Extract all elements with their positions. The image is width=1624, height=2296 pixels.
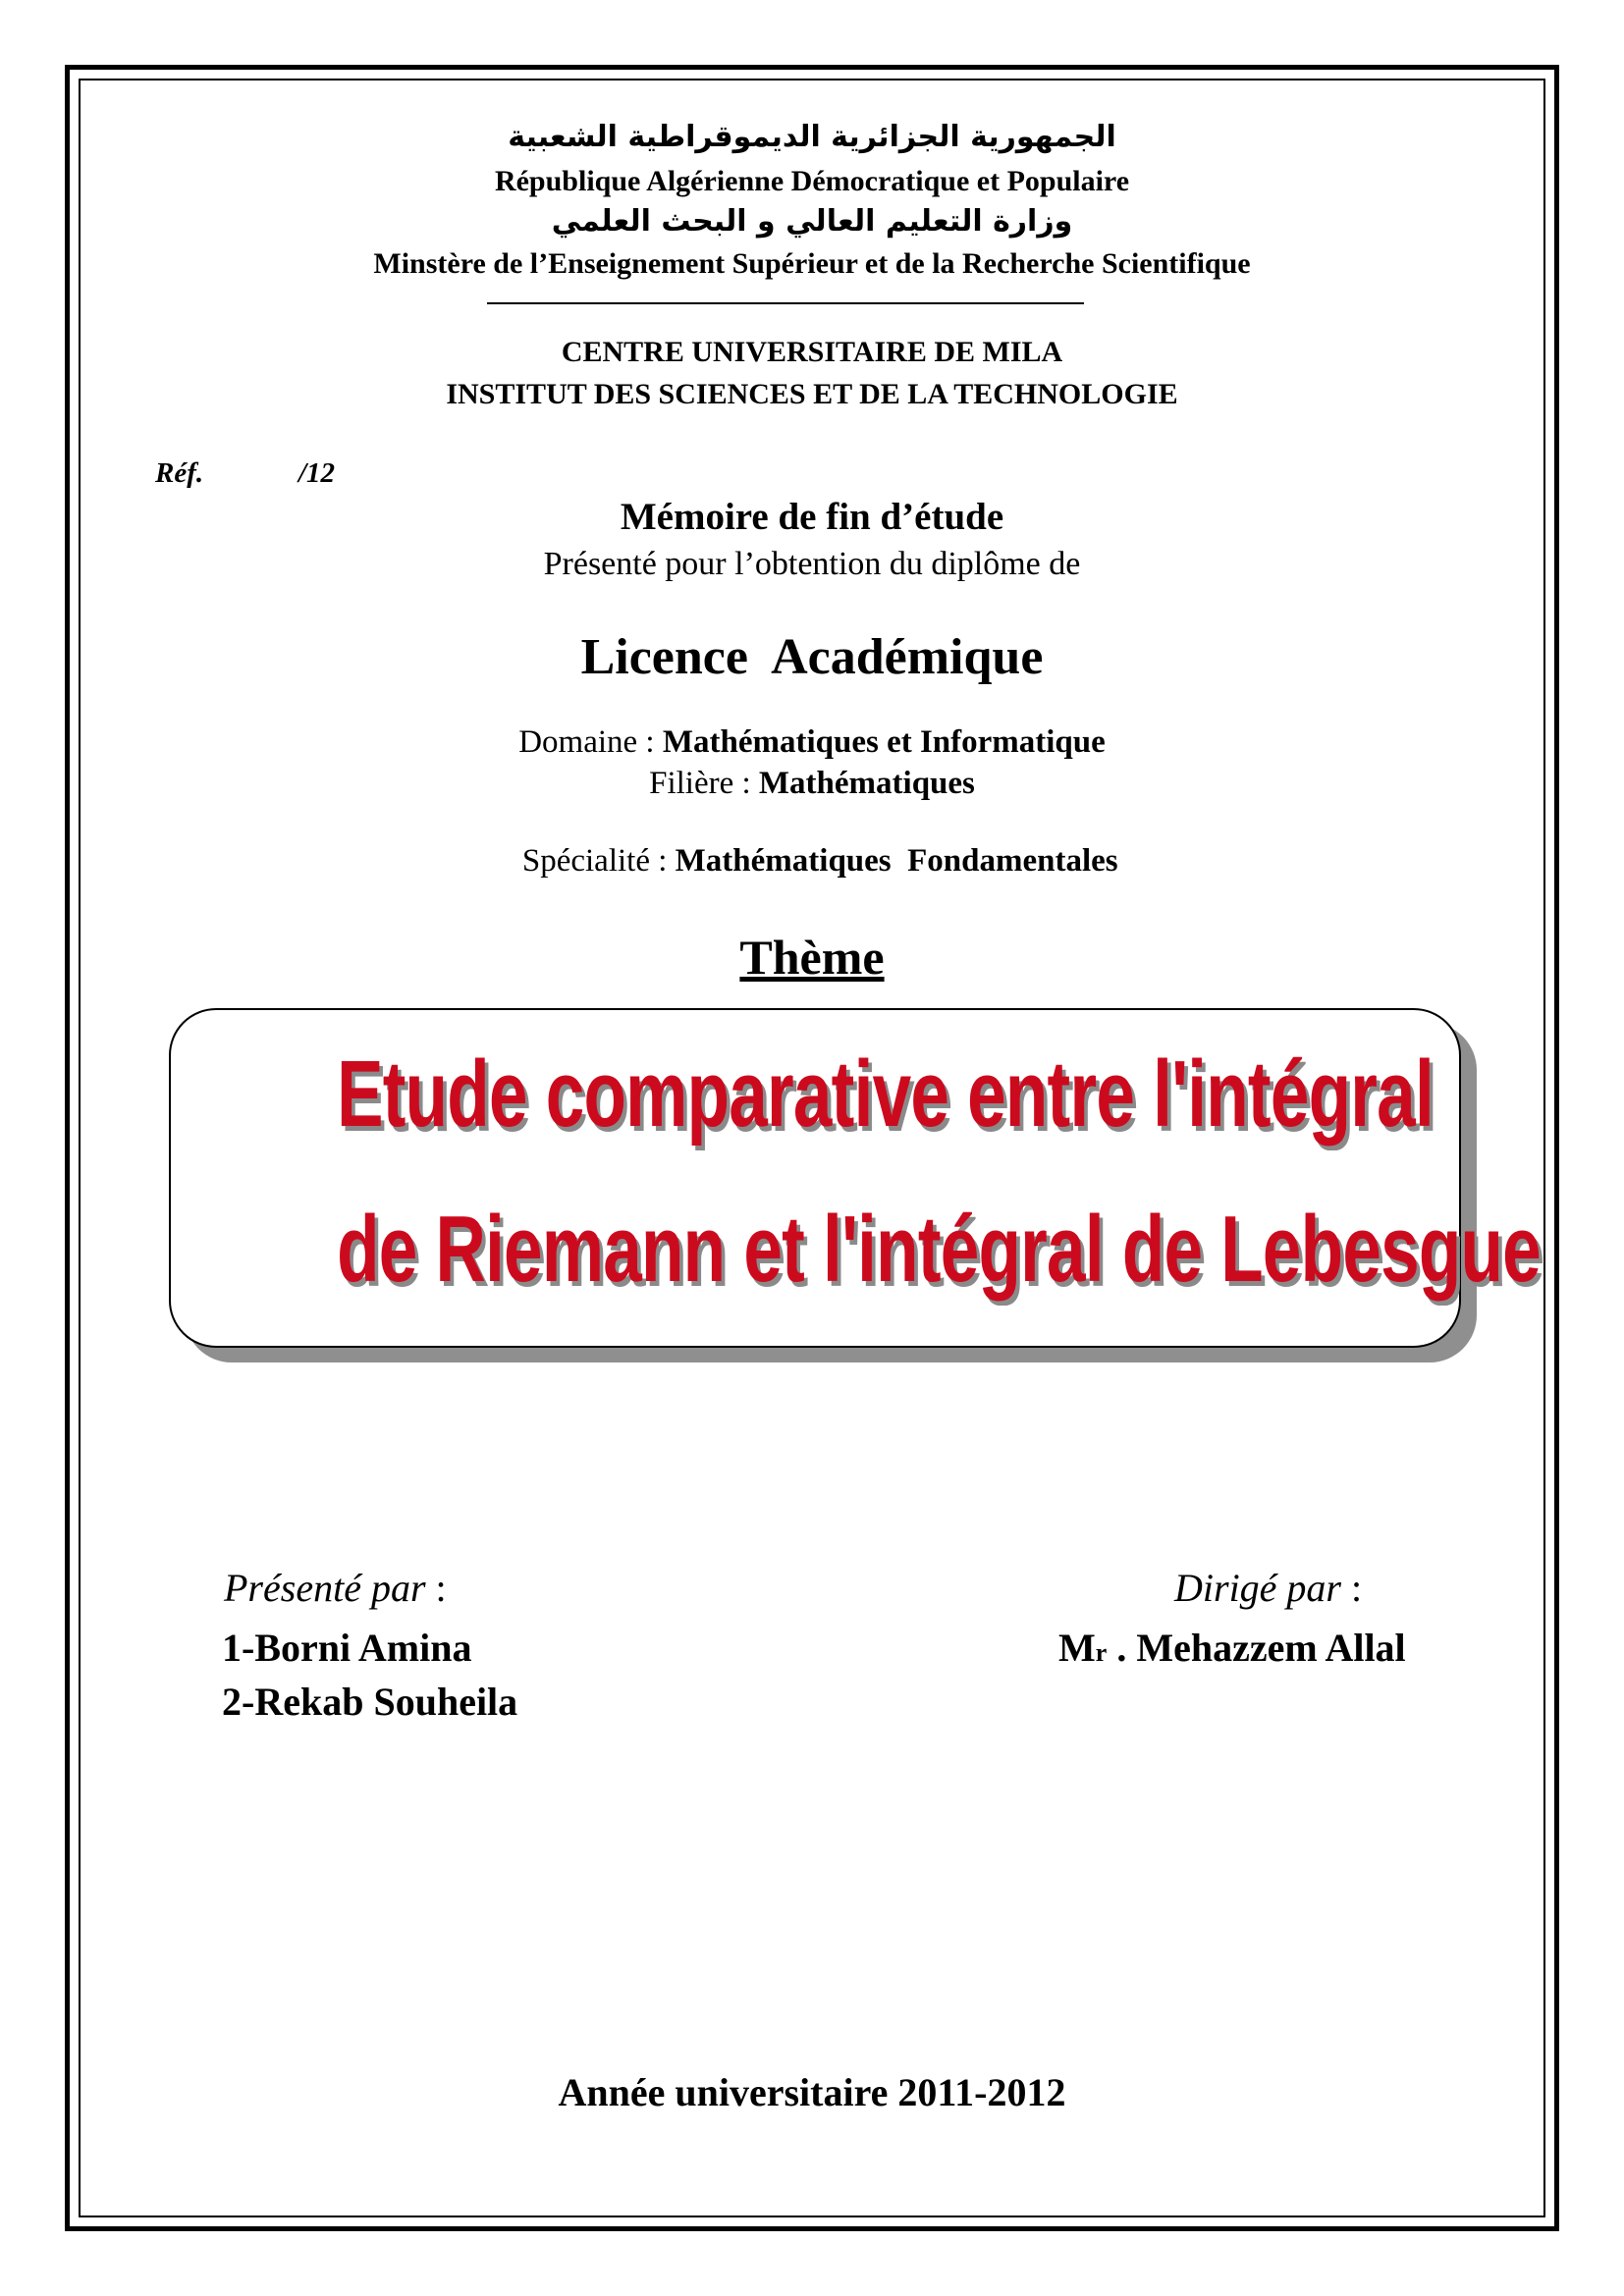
supervisor-prefix: M bbox=[1058, 1626, 1096, 1670]
arabic-ministry-text: وزارة التعليم العالي و البحث العلمي bbox=[551, 204, 1073, 239]
field-label: Domaine : bbox=[518, 724, 663, 760]
republic-text: République Algérienne Démocratique et Populaire bbox=[494, 165, 1130, 197]
field-value: Mathématiques bbox=[758, 766, 975, 801]
theme-title-line-2: de Riemann et l'intégral de Lebesgue bbox=[337, 1197, 1541, 1302]
theme-title-line-1: Etude comparative entre l'intégral bbox=[337, 1041, 1434, 1147]
academic-year: Année universitaire 2011-2012 bbox=[558, 2070, 1066, 2114]
directed-by-label bbox=[1174, 1565, 1362, 1611]
field-domaine bbox=[0, 724, 1624, 761]
field-value: Mathématiques Fondamentales bbox=[675, 843, 1118, 879]
directed-by-colon: : bbox=[1341, 1566, 1363, 1610]
supervisor-name bbox=[1058, 1625, 1406, 1671]
directed-by-text: Dirigé par bbox=[1174, 1566, 1341, 1610]
presented-by-label bbox=[224, 1565, 447, 1611]
field-value: Mathématiques et Informatique bbox=[662, 724, 1106, 760]
theme-heading: Thème bbox=[739, 930, 885, 985]
ref-label: Réf. bbox=[155, 457, 204, 489]
presented-by-colon: : bbox=[425, 1566, 447, 1610]
author-2: 2-Rekab Souheila bbox=[222, 1680, 518, 1724]
author-1: 1-Borni Amina bbox=[222, 1626, 472, 1670]
memoire-title: Mémoire de fin d’étude bbox=[620, 496, 1004, 538]
ref-number: /12 bbox=[298, 457, 336, 489]
header-divider bbox=[487, 302, 1084, 304]
field-specialite bbox=[0, 807, 1624, 880]
memoire-subtitle: Présenté pour l’obtention du diplôme de bbox=[543, 546, 1081, 582]
centre-text: CENTRE UNIVERSITAIRE DE MILA bbox=[561, 336, 1063, 368]
field-label: Filière : bbox=[649, 766, 759, 801]
supervisor-prefix-sup: r bbox=[1095, 1638, 1108, 1667]
field-label: Spécialité : bbox=[521, 843, 676, 879]
supervisor-separator: . bbox=[1107, 1626, 1137, 1670]
presented-by-text: Présenté par bbox=[224, 1566, 426, 1610]
field-filiere bbox=[0, 766, 1624, 802]
ministry-text: Minstère de l’Enseignement Supérieur et de la Recherche Scientifique bbox=[373, 247, 1251, 280]
institut-text: INSTITUT DES SCIENCES ET DE LA TECHNOLOGIE bbox=[446, 378, 1178, 410]
degree-title: Licence Académique bbox=[580, 629, 1044, 685]
arabic-republic-text: الجمهورية الجزائرية الديموقراطية الشعبية bbox=[508, 120, 1116, 154]
supervisor-full-name: Mehazzem Allal bbox=[1136, 1626, 1406, 1670]
